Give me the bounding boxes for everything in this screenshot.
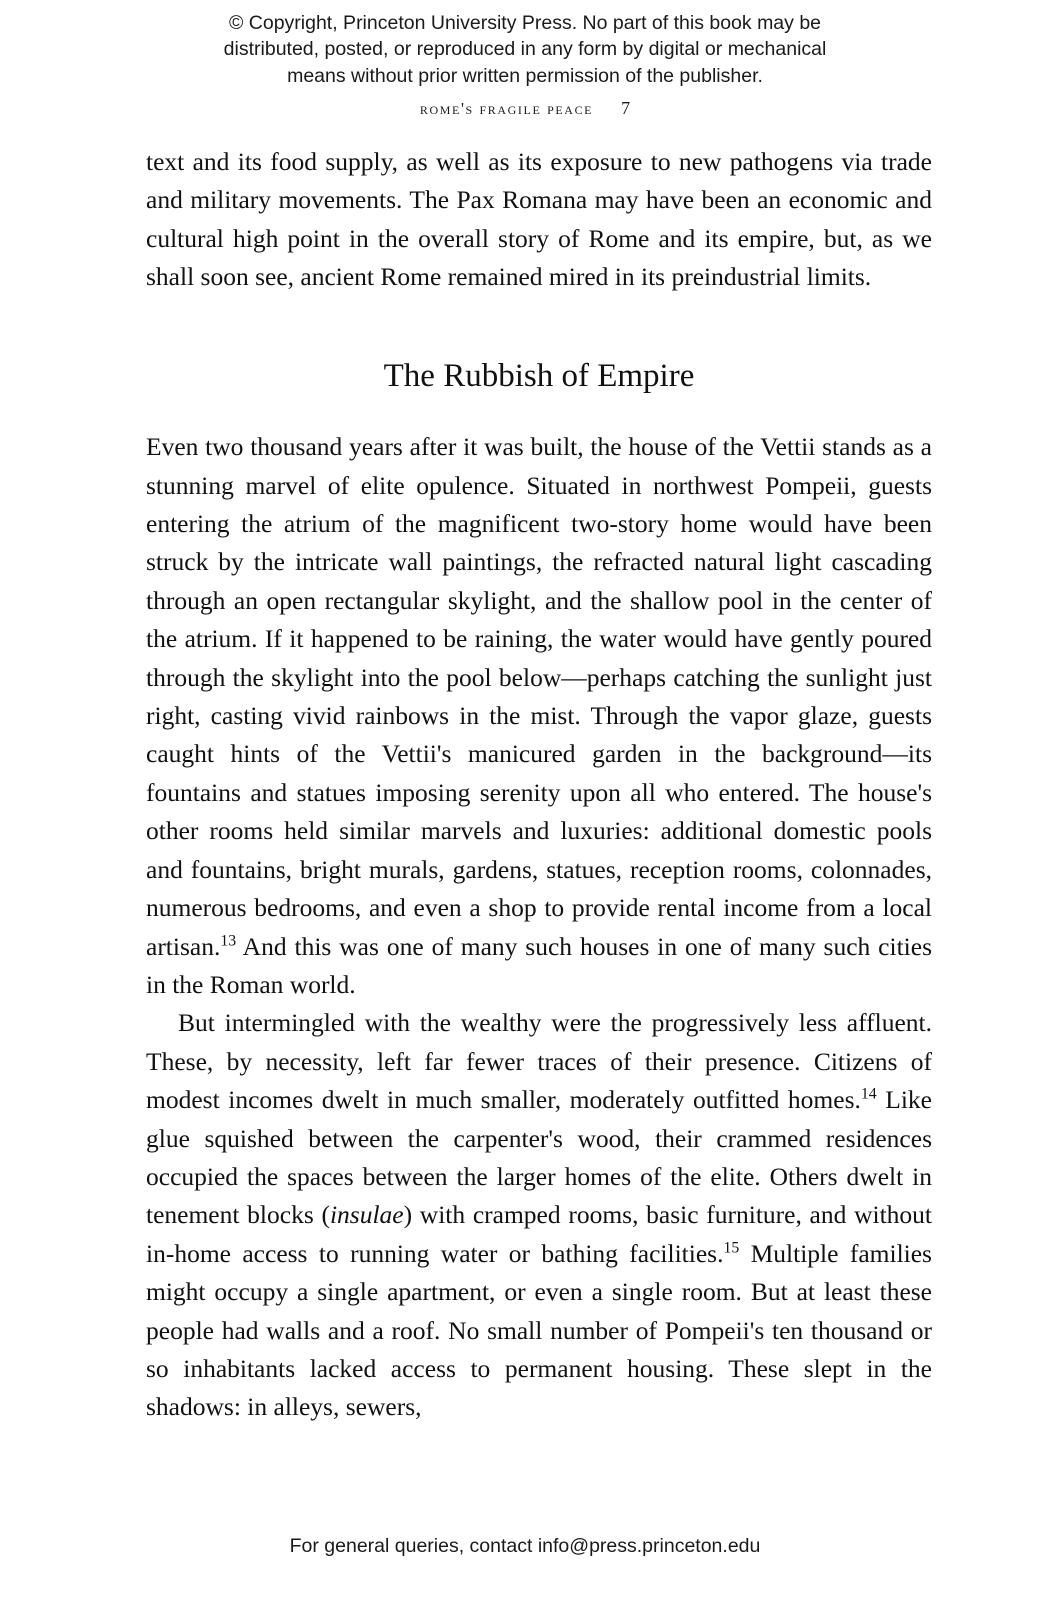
section-heading: The Rubbish of Empire: [383, 357, 695, 394]
latin-term-insulae: insulae: [329, 1200, 404, 1230]
paragraph-text-c: ) with cramped rooms, basic furniture, and without in-home access to running water or bathing facilities.: [146, 1200, 932, 1268]
spacer-before-heading: [146, 297, 932, 357]
copyright-line-3: means without prior written permission of the publisher.: [287, 64, 763, 87]
paragraph-vettii-house: [146, 428, 932, 1004]
copyright-notice: [0, 10, 1050, 89]
spacer-after-heading: [146, 396, 932, 428]
paragraph-text-b: And this was one of many such houses in one of many such cities in the Roman world.: [146, 931, 932, 999]
paragraph-text-d: Multiple families might occupy a single apartment, or even a single room. But at least these people had walls and a roof. No small number of Pompeii's ten thousand or so inhabitants lacked access to permanent housing. These slept in the shadows: in alleys, sewers,: [146, 1238, 932, 1422]
footnote-marker-15: 15: [723, 1239, 740, 1257]
running-head-title: rome's fragile peace: [419, 99, 594, 118]
footnote-marker-13: 13: [220, 932, 237, 949]
paragraph-text-b: Like glue squished between the carpenter's wood, their crammed residences occupied the spaces between the larger homes of the elite. Others dwelt in tenement blocks (: [146, 1085, 932, 1230]
copyright-line-2: distributed, posted, or reproduced in any form by digital or mechanical: [223, 38, 827, 61]
copyright-line-1: © Copyright, Princeton University Press. No part of this book may be: [228, 12, 822, 34]
running-head: [0, 98, 1050, 119]
paragraph-text-a: But intermingled with the wealthy were the progressively less affluent. These, by necessity, left far fewer traces of their presence. Citizens of modest incomes dwelt in much smaller, moderately outfitted homes.: [146, 1008, 932, 1115]
footer-queries-notice: For general queries, contact info@press.princeton.edu: [289, 1535, 761, 1557]
paragraph-text-a: Even two thousand years after it was built, the house of the Vettii stands as a stunning marvel of elite opulence. Situated in northwest Pompeii, guests entering the atrium of the magnificent two-story home would have been struck by the intricate wall paintings, the refracted natural light cascading through an open rectangular skylight, and the shallow pool in the center of the atrium. If it happened to be raining, the water would have gently poured through the skylight into the pool below—perhaps catching the sunlight just right, casting vivid rainbows in the mist. Through the vapor glaze, guests caught hints of the Vettii's manicured garden in the background—its fountains and statues imposing serenity upon all who entered. The house's other rooms held similar marvels and luxuries: additional domestic pools and fountains, bright murals, gardens, statues, reception rooms, colonnades, numerous bedrooms, and even a shop to provide rental income from a local artisan.: [146, 432, 932, 961]
footnote-marker-14: 14: [860, 1085, 877, 1103]
paragraph-less-affluent: [146, 1004, 932, 1426]
paragraph-continuation: text and its food supply, as well as its exposure to new pathogens via trade and military movements. The Pax Romana may have been an economic and cultural high point in the overall story of Rome and its empire, but, as we shall soon see, ancient Rome remained mired in its preindustrial limits.: [146, 147, 932, 292]
main-text-block: [146, 143, 932, 1427]
page-number: 7: [621, 98, 631, 118]
